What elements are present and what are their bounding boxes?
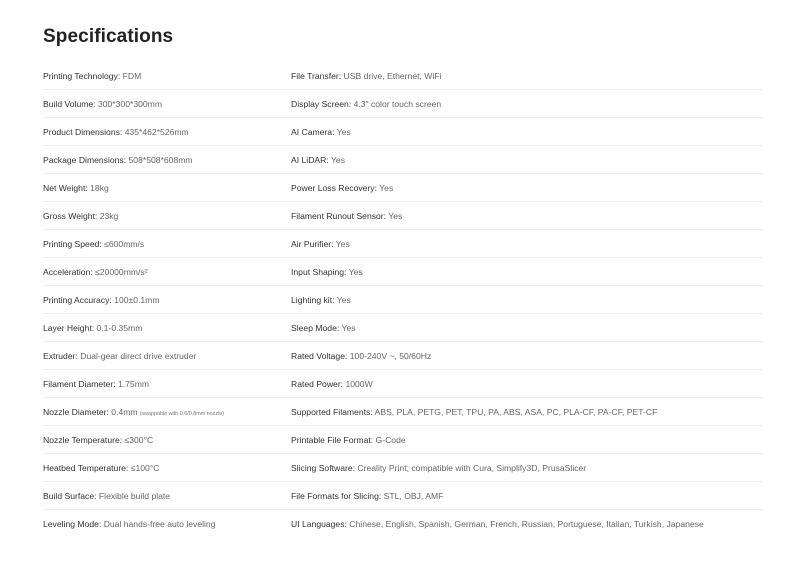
spec-value: Flexible build plate bbox=[98, 490, 171, 501]
spec-value: Chinese, English, Spanish, German, French, Russian, Portuguese, Italian, Turkish, Japanese bbox=[349, 519, 704, 529]
spec-cell-left bbox=[43, 155, 291, 165]
spec-label: Slicing Software: bbox=[291, 462, 356, 473]
spec-table bbox=[43, 62, 763, 538]
spec-row bbox=[43, 62, 763, 90]
spec-value: ≤300°C bbox=[124, 434, 154, 445]
spec-label: AI LiDAR: bbox=[291, 154, 329, 165]
spec-value: Yes bbox=[341, 322, 356, 333]
spec-row bbox=[43, 370, 763, 398]
spec-value: 435*462*526mm bbox=[124, 126, 189, 137]
spec-label: AI Camera: bbox=[291, 126, 335, 137]
spec-row bbox=[43, 118, 763, 146]
spec-value: G-Code bbox=[375, 434, 406, 445]
spec-row bbox=[43, 342, 763, 370]
spec-value: ≤20000mm/s² bbox=[95, 266, 148, 277]
spec-value: Yes bbox=[348, 266, 363, 277]
spec-value: Yes bbox=[336, 294, 351, 305]
spec-label: Net Weight: bbox=[43, 182, 88, 193]
spec-value: 300*300*300mm bbox=[97, 98, 162, 109]
spec-value: 1000W bbox=[345, 378, 373, 389]
spec-label: Product Dimensions: bbox=[43, 126, 123, 137]
spec-label: Air Purifier: bbox=[291, 238, 334, 249]
spec-cell-right bbox=[291, 463, 763, 473]
spec-value: 23kg bbox=[99, 210, 119, 221]
spec-cell-left bbox=[43, 183, 291, 193]
spec-cell-right bbox=[291, 519, 763, 529]
spec-cell-left bbox=[43, 351, 291, 361]
spec-cell-left bbox=[43, 519, 291, 529]
spec-row bbox=[43, 454, 763, 482]
spec-cell-right bbox=[291, 99, 763, 109]
spec-row bbox=[43, 230, 763, 258]
spec-value: Yes bbox=[336, 126, 351, 137]
spec-row bbox=[43, 174, 763, 202]
page-title: Specifications bbox=[43, 26, 174, 47]
spec-value: 18kg bbox=[90, 182, 109, 193]
spec-cell-right bbox=[291, 71, 763, 81]
spec-cell-right bbox=[291, 379, 763, 389]
spec-cell-left bbox=[43, 407, 291, 417]
spec-row bbox=[43, 146, 763, 174]
spec-cell-right bbox=[291, 155, 763, 165]
spec-value: ≤600mm/s bbox=[104, 238, 145, 249]
spec-row bbox=[43, 202, 763, 230]
spec-value: 4.3" color touch screen bbox=[353, 98, 442, 109]
spec-value: Dual hands-free auto leveling bbox=[103, 519, 216, 529]
spec-row bbox=[43, 286, 763, 314]
spec-label: Leveling Mode: bbox=[43, 519, 102, 529]
spec-cell-left bbox=[43, 127, 291, 137]
spec-label: Supported Filaments: bbox=[291, 406, 373, 417]
spec-value: 0.4mm bbox=[111, 406, 138, 417]
spec-label: UI Languages: bbox=[291, 519, 347, 529]
spec-label: File Formats for Slicing: bbox=[291, 490, 382, 501]
spec-row bbox=[43, 482, 763, 510]
spec-label: Extruder: bbox=[43, 350, 78, 361]
spec-cell-right bbox=[291, 491, 763, 501]
spec-row bbox=[43, 258, 763, 286]
spec-cell-left bbox=[43, 463, 291, 473]
spec-cell-left bbox=[43, 491, 291, 501]
spec-cell-left bbox=[43, 323, 291, 333]
spec-value: 1.75mm bbox=[117, 378, 150, 389]
spec-label: Printing Technology: bbox=[43, 70, 121, 81]
spec-value: FDM bbox=[122, 70, 142, 81]
spec-value: Dual-gear direct drive extruder bbox=[80, 350, 197, 361]
spec-label: Acceleration: bbox=[43, 266, 93, 277]
spec-value: Yes bbox=[379, 182, 394, 193]
spec-value: Creality Print; compatible with Cura, Simplify3D, PrusaSlicer bbox=[357, 462, 587, 473]
spec-row bbox=[43, 426, 763, 454]
spec-value: USB drive, Ethernet, WiFi bbox=[343, 70, 442, 81]
spec-cell-left bbox=[43, 379, 291, 389]
spec-label: Printing Accuracy: bbox=[43, 294, 112, 305]
spec-label: Sleep Mode: bbox=[291, 322, 340, 333]
spec-value: Yes bbox=[388, 210, 403, 221]
spec-cell-right bbox=[291, 295, 763, 305]
spec-label: Lighting kit: bbox=[291, 294, 335, 305]
spec-value: 100±0.1mm bbox=[114, 294, 160, 305]
spec-label: Printing Speed: bbox=[43, 238, 102, 249]
spec-value: 0.1-0.35mm bbox=[96, 322, 143, 333]
spec-note: (swappable with 0.6/0.8mm nozzle) bbox=[139, 410, 225, 417]
spec-label: Rated Power: bbox=[291, 378, 344, 389]
spec-label: Package Dimensions: bbox=[43, 154, 127, 165]
spec-cell-left bbox=[43, 211, 291, 221]
spec-cell-right bbox=[291, 211, 763, 221]
spec-label: Build Surface: bbox=[43, 490, 97, 501]
spec-row bbox=[43, 314, 763, 342]
spec-row bbox=[43, 510, 763, 538]
spec-cell-right bbox=[291, 127, 763, 137]
spec-label: Nozzle Diameter: bbox=[43, 406, 109, 417]
spec-label: Gross Weight: bbox=[43, 210, 98, 221]
spec-label: Layer Height: bbox=[43, 322, 95, 333]
spec-label: Rated Voltage: bbox=[291, 350, 348, 361]
spec-label: Display Screen: bbox=[291, 98, 352, 109]
spec-cell-left bbox=[43, 71, 291, 81]
spec-cell-right bbox=[291, 239, 763, 249]
spec-cell-right bbox=[291, 267, 763, 277]
spec-cell-left bbox=[43, 99, 291, 109]
spec-label: File Transfer: bbox=[291, 70, 342, 81]
spec-label: Input Shaping: bbox=[291, 266, 347, 277]
spec-label: Power Loss Recovery: bbox=[291, 182, 377, 193]
spec-value: ABS, PLA, PETG, PET, TPU, PA, ABS, ASA, PC, PLA-CF, PA-CF, PET-CF bbox=[374, 406, 658, 417]
spec-cell-right bbox=[291, 183, 763, 193]
spec-label: Filament Diameter: bbox=[43, 378, 116, 389]
spec-cell-left bbox=[43, 239, 291, 249]
spec-value: 508*508*608mm bbox=[128, 154, 193, 165]
spec-value: 100-240V ~, 50/60Hz bbox=[349, 350, 432, 361]
spec-cell-right bbox=[291, 407, 763, 417]
spec-value: Yes bbox=[330, 154, 345, 165]
spec-label: Heatbed Temperature: bbox=[43, 462, 129, 473]
spec-cell-right bbox=[291, 323, 763, 333]
spec-cell-right bbox=[291, 351, 763, 361]
spec-cell-right bbox=[291, 435, 763, 445]
spec-label: Build Volume: bbox=[43, 98, 96, 109]
spec-label: Printable File Format: bbox=[291, 434, 374, 445]
spec-cell-left bbox=[43, 295, 291, 305]
spec-value: Yes bbox=[335, 238, 350, 249]
spec-value: STL, OBJ, AMF bbox=[383, 490, 444, 501]
spec-cell-left bbox=[43, 267, 291, 277]
spec-label: Filament Runout Sensor: bbox=[291, 210, 387, 221]
spec-row bbox=[43, 90, 763, 118]
spec-value: ≤100°C bbox=[130, 462, 160, 473]
spec-cell-left bbox=[43, 435, 291, 445]
spec-row bbox=[43, 398, 763, 426]
spec-label: Nozzle Temperature: bbox=[43, 434, 123, 445]
